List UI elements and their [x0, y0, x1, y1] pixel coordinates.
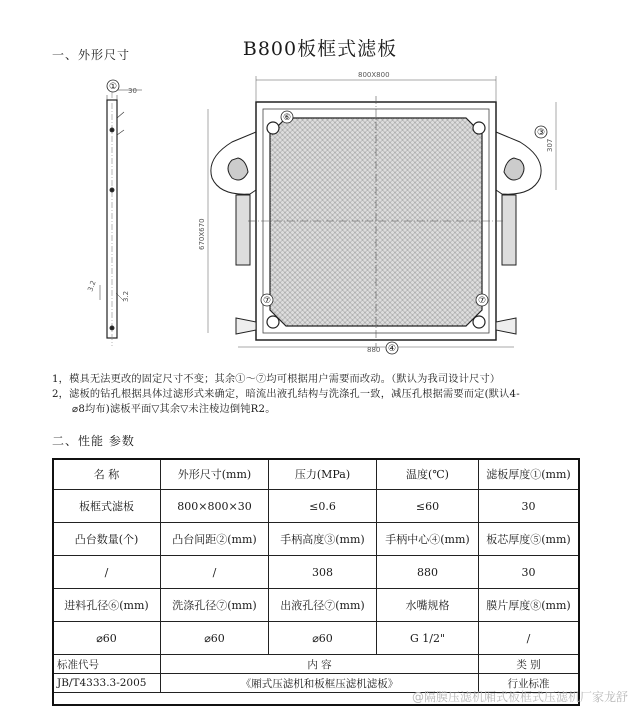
- cell: ≤60: [377, 490, 479, 523]
- cell: ⌀60: [53, 622, 161, 655]
- cell: 标准代号: [53, 655, 161, 674]
- cell: 进料孔径⑥(mm): [53, 589, 161, 622]
- cell: 滤板厚度①(mm): [479, 459, 579, 490]
- mark-7: ⑦: [263, 296, 272, 306]
- cell: 水嘴规格: [377, 589, 479, 622]
- cell: 手柄中心④(mm): [377, 523, 479, 556]
- mark-3: ③: [537, 128, 546, 138]
- cell: 凸台数量(个): [53, 523, 161, 556]
- cell: 30: [479, 556, 579, 589]
- dim-handle-height: 307: [546, 138, 554, 152]
- front-view: [208, 76, 556, 348]
- handle-right: [496, 132, 541, 265]
- cell: 《厢式压滤机和板框压滤机滤板》: [161, 674, 479, 693]
- cell: ⌀60: [161, 622, 269, 655]
- mark-7-right: ⑦: [478, 296, 487, 306]
- cell: 308: [269, 556, 377, 589]
- cell: 洗涤孔径⑦(mm): [161, 589, 269, 622]
- cell: 手柄高度③(mm): [269, 523, 377, 556]
- cell: 类 别: [479, 655, 579, 674]
- cell: 温度(℃): [377, 459, 479, 490]
- table-row: [53, 556, 579, 589]
- cell: 30: [479, 490, 579, 523]
- cell: /: [479, 622, 579, 655]
- watermark: @隔膜压滤机厢式板框式压滤机厂家龙舒: [411, 690, 628, 704]
- cell: 板芯厚度⑤(mm): [479, 523, 579, 556]
- cell: G 1/2": [377, 622, 479, 655]
- table-row: [53, 655, 579, 674]
- mark-6: ⑥: [283, 113, 292, 123]
- cell: 压力(MPa): [269, 459, 377, 490]
- spec-table: [52, 458, 579, 693]
- table-row: [53, 622, 579, 655]
- roughness-1: 3.2: [86, 279, 98, 293]
- cell: 名 称: [53, 459, 161, 490]
- cell: 凸台间距②(mm): [161, 523, 269, 556]
- table-row: [53, 490, 579, 523]
- cell: 880: [377, 556, 479, 589]
- cell: 板框式滤板: [53, 490, 161, 523]
- table-row: [53, 589, 579, 622]
- dim-handle-center: 880: [367, 346, 381, 354]
- cell: ⌀60: [269, 622, 377, 655]
- cell: JB/T4333.3-2005: [53, 674, 161, 693]
- roughness-2: 3.2: [122, 290, 130, 302]
- mark-1: ①: [109, 82, 118, 92]
- cell: 膜片厚度⑧(mm): [479, 589, 579, 622]
- cell: 出液孔径⑦(mm): [269, 589, 377, 622]
- section-params-heading: 二、性能 参数: [52, 434, 135, 448]
- cell: 行业标准: [479, 674, 579, 693]
- table-row: [53, 459, 579, 490]
- dim-width: 800X800: [358, 71, 390, 79]
- note-line-2: 2，滤板的钻孔根据具体过滤形式来确定，暗流出液孔结构与洗涤孔一致，减压孔根据需要而定(默认4-: [52, 389, 520, 400]
- table-row: [53, 523, 579, 556]
- dim-side-top: 30: [128, 87, 137, 95]
- notes: [52, 372, 612, 417]
- cell: /: [161, 556, 269, 589]
- cell: ≤0.6: [269, 490, 377, 523]
- dim-height: 670X670: [198, 218, 206, 250]
- mark-4: ④: [388, 344, 397, 354]
- note-line-1: 1，模具无法更改的固定尺寸不变；其余①～⑦均可根据用户需要而改动。（默认为我司设计尺寸）: [52, 374, 501, 385]
- section-dimensions-heading: 一、外形尺寸: [52, 48, 131, 62]
- page-title: B800板框式滤板: [242, 38, 398, 60]
- side-view: [100, 90, 142, 346]
- cell: /: [53, 556, 161, 589]
- cell: 800×800×30: [161, 490, 269, 523]
- cell: 内 容: [161, 655, 479, 674]
- cell: 外形尺寸(mm): [161, 459, 269, 490]
- note-line-3: ⌀8均布)滤板平面▽其余▽未注棱边倒钝R2。: [72, 404, 276, 415]
- handle-left: [211, 132, 256, 265]
